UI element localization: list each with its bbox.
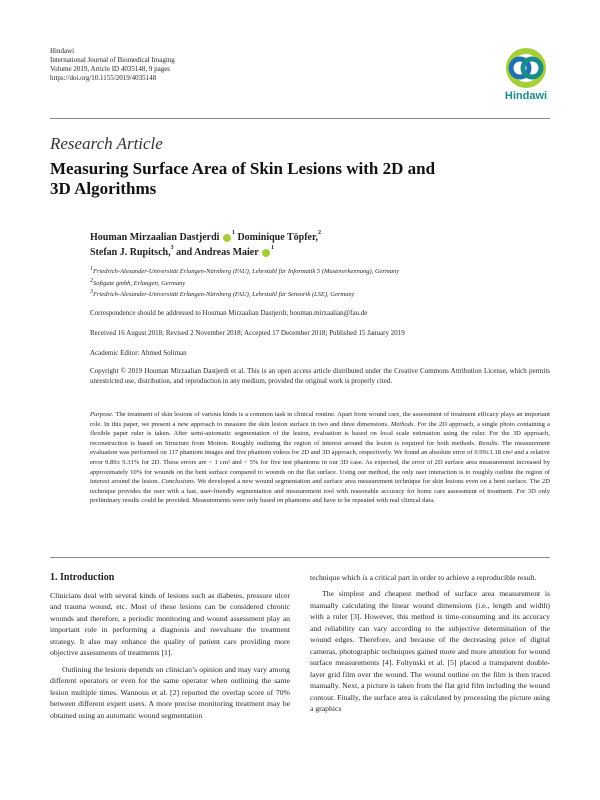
orcid-icon[interactable]: [223, 234, 231, 242]
author-affiliation-sup: 1: [271, 245, 274, 251]
logo-wordmark: Hindawi: [504, 90, 548, 102]
hindawi-logo: [496, 46, 556, 104]
abstract-purpose: The treatment of skin lesions of various kinds is a common task in clinical routine. Apart from wound care, the assessment of treatment efficacy plays an important role. In this paper, we present a new approach to measure the skin lesion surface in two and three dimensions.: [90, 411, 550, 428]
header-divider: [50, 118, 550, 119]
affiliation-text: Softgate gmbh, Erlangen, Germany: [93, 279, 186, 287]
abstract-conclusions-label: Conclusions.: [161, 478, 196, 486]
abstract-methods: For the 2D approach, a single photo containing a flexible paper ruler is taken. After semi-automatic segmentation of the lesion, evaluation is based on local scale estimation using the ruler. For the 3D approach, reconstruction is based on Structure from Motion. Roughly outlining the region of interest around the lesion is required for both methods.: [90, 420, 550, 447]
author-affiliation-sup: 2: [318, 230, 322, 236]
body-paragraph: The simplest and cheapest method of surface area measurement is manually calculating the linear wound dimensions (i.e., length and width) with a ruler [3]. However, this method is time-consuming and its accuracy and reliability can vary according to the subjective determination of the wound edges. Therefore, and because of the decreasing price of digital cameras, photographic techniques gained more and more attention for wound surface measurements [4]. Foltynski et al. [5] placed a transparent double-layer grid film over the wound. The wound outline on the film is then traced manually. Next, a picture is taken from the flat grid film including the wound contour. Finally, the surface area is calculated by processing the picture using a graphics: [310, 589, 550, 713]
abstract-methods-label: Methods.: [390, 420, 416, 428]
author-name: and Andreas Maier: [176, 247, 259, 258]
left-column: [50, 590, 290, 721]
publisher-name: Hindawi: [50, 47, 75, 55]
affiliation-text: Friedrich-Alexander-Universität Erlangen-Nürnberg (FAU), Lehrstuhl für Informatik 5 (Mustererkennung), Germany: [93, 268, 400, 275]
abstract-results-label: Results.: [478, 439, 500, 447]
author-affiliation-sup: 3: [170, 245, 174, 251]
author-affiliation-sup: 1: [231, 230, 235, 236]
article-title: Measuring Surface Area of Skin Lesions with 2D and 3D Algorithms: [50, 159, 436, 198]
section-heading: 1. Introduction: [50, 572, 115, 583]
affiliations: [90, 266, 510, 301]
affiliation-item: [90, 278, 510, 290]
doi-link[interactable]: https://doi.org/10.1155/2019/4035148: [50, 74, 157, 82]
academic-editor: Academic Editor: Ahmed Soliman: [90, 349, 187, 357]
affiliation-item: [90, 266, 510, 278]
orcid-icon[interactable]: [262, 249, 270, 257]
abstract-purpose-label: Purpose.: [90, 411, 114, 418]
abstract-results: The measurement evaluation was performed on 117 phantom images and five phantom videos for 2D and 3D approach, respectively. We found an absolute error of 0.99±1.18 cm² and a relative error 9.89± 9.31% for 2D. These errors are < 1 cm² and < 5% for five test phantoms in our 3D case. As expected, the error of 2D surface area measurement increased by approximately 10% for wounds on the bent surface compared to wounds on the flat surface. Using our method, the only user interaction is to roughly outline the region of interest around the lesion.: [90, 439, 550, 486]
author-name: Stefan J. Rupitsch,: [90, 247, 171, 258]
abstract: [90, 410, 550, 506]
body-paragraph: technique which is a critical part in order to achieve a reproducible result.: [310, 573, 537, 582]
body-paragraph: Clinicians deal with several kinds of lesions such as diabetes, pressure ulcer and trauma wound, etc. Most of these lesions can be considered chronic wounds and therefore, a periodic monitoring and wound assessment play an important role in performing a diagnosis and reevaluate the treatment strategy. It also may enhance the quality of patient care providing more objective assessments of treatments [1].: [50, 591, 290, 658]
journal-info: [50, 47, 410, 83]
article-type: Research Article: [50, 134, 163, 153]
article-dates: Received 16 August 2018; Revised 2 November 2018; Accepted 17 December 2018; Published 15 January 2019: [90, 329, 405, 337]
author-line-2: [90, 245, 510, 260]
author-list: [90, 230, 510, 260]
hindawi-logo-icon: [496, 46, 556, 90]
affiliation-text: Friedrich-Alexander-Universität Erlangen-Nürnberg (FAU), Lehrstuhl für Sensorik (LSE), Germany: [93, 291, 355, 298]
body-paragraph: Outlining the lesions depends on clinician’s opinion and may vary among different operators or even for the same operator when outlining the same lesion multiple times. Wannous et al. [2] reported the overlap score of 70% between different expert users. A more precise monitoring treatment may be obtained using an automatic wound segmentation: [50, 664, 290, 720]
right-column: [310, 572, 550, 714]
author-name: Dominique Töpfer,: [237, 232, 319, 243]
author-line-1: [90, 230, 510, 245]
abstract-conclusions: We developed a new wound segmentation and surface area measurement technique for skin lesions even on a bent surface. The 2D technique provides the user with a fast, user-friendly segmentation and measurement tool with reasonable accuracy for home care assessment of treatment. For 3D only preliminary results could be provided. Measurements were only based on phantoms and have to be repeated with real clinical data.: [90, 478, 551, 505]
author-name: Houman Mirzaalian Dastjerdi: [90, 232, 220, 243]
affiliation-number: 2: [90, 277, 93, 284]
affiliation-number: 1: [90, 266, 93, 272]
correspondence: Correspondence should be addressed to Houman Mirzaalian Dastjerdi; houman.mirzaalian@fau.de: [90, 309, 368, 317]
affiliation-number: 3: [90, 289, 93, 295]
abstract-divider: [50, 557, 550, 558]
volume-info: Volume 2019, Article ID 4035148, 9 pages: [50, 65, 171, 73]
journal-name: International Journal of Biomedical Imaging: [50, 56, 175, 64]
copyright-notice: Copyright © 2019 Houman Mirzaalian Dastjerdi et al. This is an open access article distributed under the Creative Commons Attribution License, which permits unrestricted use, distribution, and reproduction in any medium, provided the original work is properly cited.: [90, 367, 550, 385]
affiliation-item: [90, 289, 510, 301]
